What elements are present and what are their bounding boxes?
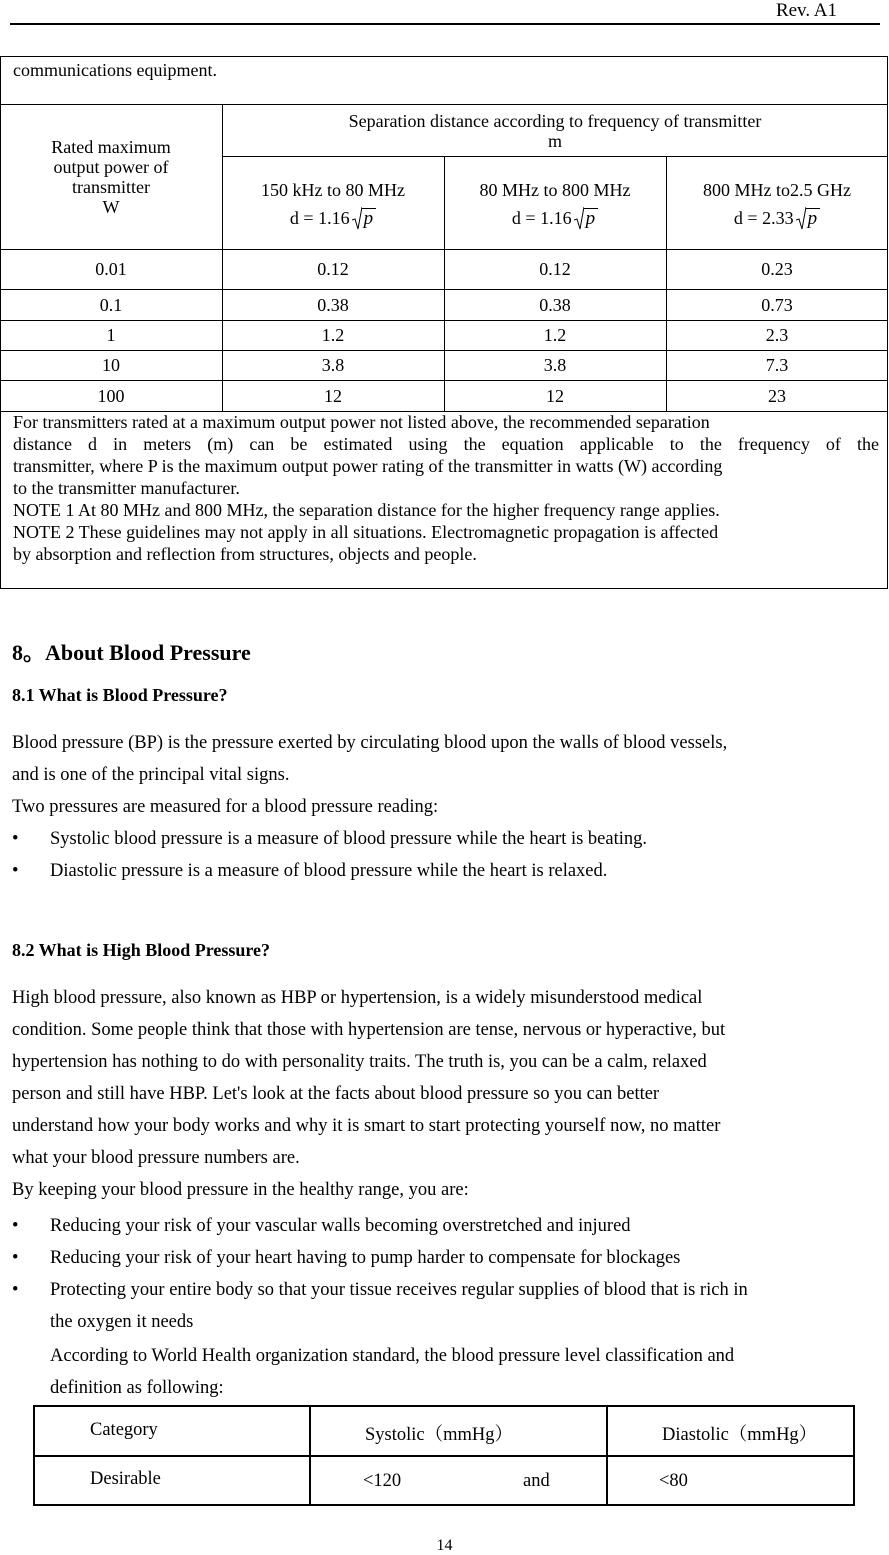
separation-header-unit: m xyxy=(547,131,562,151)
bp-diastolic: <80 xyxy=(659,1471,688,1491)
sqrt-icon xyxy=(574,206,599,230)
paragraph-line: understand how your body works and why it is smart to start protecting yourself now, no matter xyxy=(12,1116,721,1136)
table-cell: 1 xyxy=(106,325,116,345)
subsection-title: 8.1 What is Blood Pressure? xyxy=(12,685,228,705)
table-cell: 0.38 xyxy=(317,294,349,315)
band-range: 800 MHz to2.5 GHz xyxy=(703,180,851,200)
paragraph-line: and is one of the principal vital signs. xyxy=(12,765,290,785)
table-cell: 0.73 xyxy=(761,294,793,315)
table-cell: 7.3 xyxy=(765,355,789,375)
paragraph-line: Two pressures are measured for a blood pressure reading: xyxy=(12,797,439,817)
sqrt-icon xyxy=(352,206,377,230)
band-range: 150 kHz to 80 MHz xyxy=(261,180,405,200)
formula-variable: p xyxy=(806,208,821,229)
bp-category: Desirable xyxy=(90,1469,161,1489)
formula-text: d = 1.16 xyxy=(289,208,350,228)
formula-variable: p xyxy=(584,208,599,229)
rated-power-header-line: output power of xyxy=(53,156,169,177)
paragraph-line: High blood pressure, also known as HBP or hypertension, is a widely misunderstood medical xyxy=(12,988,703,1008)
bp-classification-table xyxy=(33,1405,855,1506)
note-line: by absorption and reflection from structures, objects and people. xyxy=(13,544,477,564)
band-range: 80 MHz to 800 MHz xyxy=(479,180,631,200)
bullet-icon: • xyxy=(12,1216,19,1236)
table-cell: 10 xyxy=(102,355,120,375)
rated-power-header-line: W xyxy=(102,196,120,217)
list-item-text: Systolic blood pressure is a measure of blood pressure while the heart is beating. xyxy=(50,829,647,849)
paragraph-line: By keeping your blood pressure in the healthy range, you are: xyxy=(12,1180,469,1200)
table-cell: 1.2 xyxy=(321,325,345,345)
paragraph-line: Blood pressure (BP) is the pressure exerted by circulating blood upon the walls of blood vessels, xyxy=(12,733,728,753)
header-rule xyxy=(10,23,880,25)
revision-label: Rev. A1 xyxy=(775,0,837,21)
formula-variable: p xyxy=(362,208,377,229)
table-rule xyxy=(444,249,445,411)
bullet-icon: • xyxy=(12,861,19,881)
bp-header-diastolic: Diastolic（mmHg） xyxy=(662,1425,818,1445)
bullet-icon: • xyxy=(12,1248,19,1268)
note-line: distance d in meters (m) can be estimated using the equation applicable to the frequency of the xyxy=(13,434,879,454)
table-cell: 12 xyxy=(324,385,342,406)
bp-header-systolic: Systolic（mmHg） xyxy=(365,1425,514,1445)
table-rule xyxy=(222,249,223,411)
paragraph-line: what your blood pressure numbers are. xyxy=(12,1148,300,1168)
table-cell: 3.8 xyxy=(543,355,567,375)
band-header xyxy=(222,164,444,246)
band-formula xyxy=(734,206,820,230)
table-cell: 0.12 xyxy=(317,259,349,279)
table-caption: communications equipment. xyxy=(13,60,217,80)
bp-connector: and xyxy=(523,1471,550,1491)
list-item-continuation: the oxygen it needs xyxy=(50,1312,194,1332)
note-line: to the transmitter manufacturer. xyxy=(13,478,240,498)
table-cell: 0.12 xyxy=(539,259,571,279)
band-header xyxy=(444,164,666,246)
table-cell: 23 xyxy=(768,385,786,406)
note-line: transmitter, where P is the maximum output power rating of the transmitter in watts (W) according xyxy=(13,456,723,476)
list-item-text: Reducing your risk of your vascular walls becoming overstretched and injured xyxy=(50,1216,631,1236)
band-header xyxy=(666,164,888,246)
separation-header-line: Separation distance according to frequency of transmitter xyxy=(348,111,762,131)
paragraph-line: hypertension has nothing to do with personality traits. The truth is, you can be a calm, relaxed xyxy=(12,1052,707,1072)
table-rule xyxy=(666,249,667,411)
separation-header xyxy=(222,106,888,156)
note-line: For transmitters rated at a maximum output power not listed above, the recommended separation xyxy=(13,412,710,432)
paragraph-line: definition as following: xyxy=(50,1378,224,1398)
list-item-text: Diastolic pressure is a measure of blood pressure while the heart is relaxed. xyxy=(50,861,608,881)
paragraph-line: person and still have HBP. Let's look at the facts about blood pressure so you can better xyxy=(12,1084,660,1104)
table-cell: 2.3 xyxy=(765,325,789,345)
section-title: 8。About Blood Pressure xyxy=(12,640,251,665)
list-item-text: Reducing your risk of your heart having to pump harder to compensate for blockages xyxy=(50,1248,681,1268)
rated-power-header xyxy=(0,104,222,249)
subsection-title: 8.2 What is High Blood Pressure? xyxy=(12,940,271,960)
table-cell: 1.2 xyxy=(543,325,567,345)
band-formula xyxy=(512,206,598,230)
bullet-icon: • xyxy=(12,1280,19,1300)
table-cell: 3.8 xyxy=(321,355,345,375)
list-item-text: Protecting your entire body so that your tissue receives regular supplies of blood that is rich in xyxy=(50,1280,748,1300)
table-rule xyxy=(35,1455,853,1457)
table-cell: 0.01 xyxy=(95,259,127,279)
rated-power-header-line: Rated maximum xyxy=(51,136,171,157)
table-cell: 100 xyxy=(97,385,125,406)
table-notes xyxy=(13,411,879,565)
note-line: NOTE 2 These guidelines may not apply in all situations. Electromagnetic propagation is affected xyxy=(13,522,719,542)
table-cell: 0.38 xyxy=(539,294,571,315)
sqrt-icon xyxy=(796,206,821,230)
table-cell: 12 xyxy=(546,385,564,406)
table-rule xyxy=(222,156,888,157)
bp-header-category: Category xyxy=(90,1420,158,1440)
rated-power-header-line: transmitter xyxy=(72,176,150,197)
note-line: NOTE 1 At 80 MHz and 800 MHz, the separation distance for the higher frequency range applies. xyxy=(13,500,720,520)
bullet-icon: • xyxy=(12,829,19,849)
bp-systolic: <120 xyxy=(363,1471,402,1491)
table-cell: 0.1 xyxy=(99,294,123,315)
page-number: 14 xyxy=(436,1537,453,1554)
formula-text: d = 1.16 xyxy=(511,208,572,228)
paragraph-line: condition. Some people think that those with hypertension are tense, nervous or hyperactive, but xyxy=(12,1020,726,1040)
band-formula xyxy=(290,206,376,230)
formula-text: d = 2.33 xyxy=(733,208,794,228)
table-cell: 0.23 xyxy=(761,259,793,279)
paragraph-line: According to World Health organization standard, the blood pressure level classification and xyxy=(50,1346,735,1366)
